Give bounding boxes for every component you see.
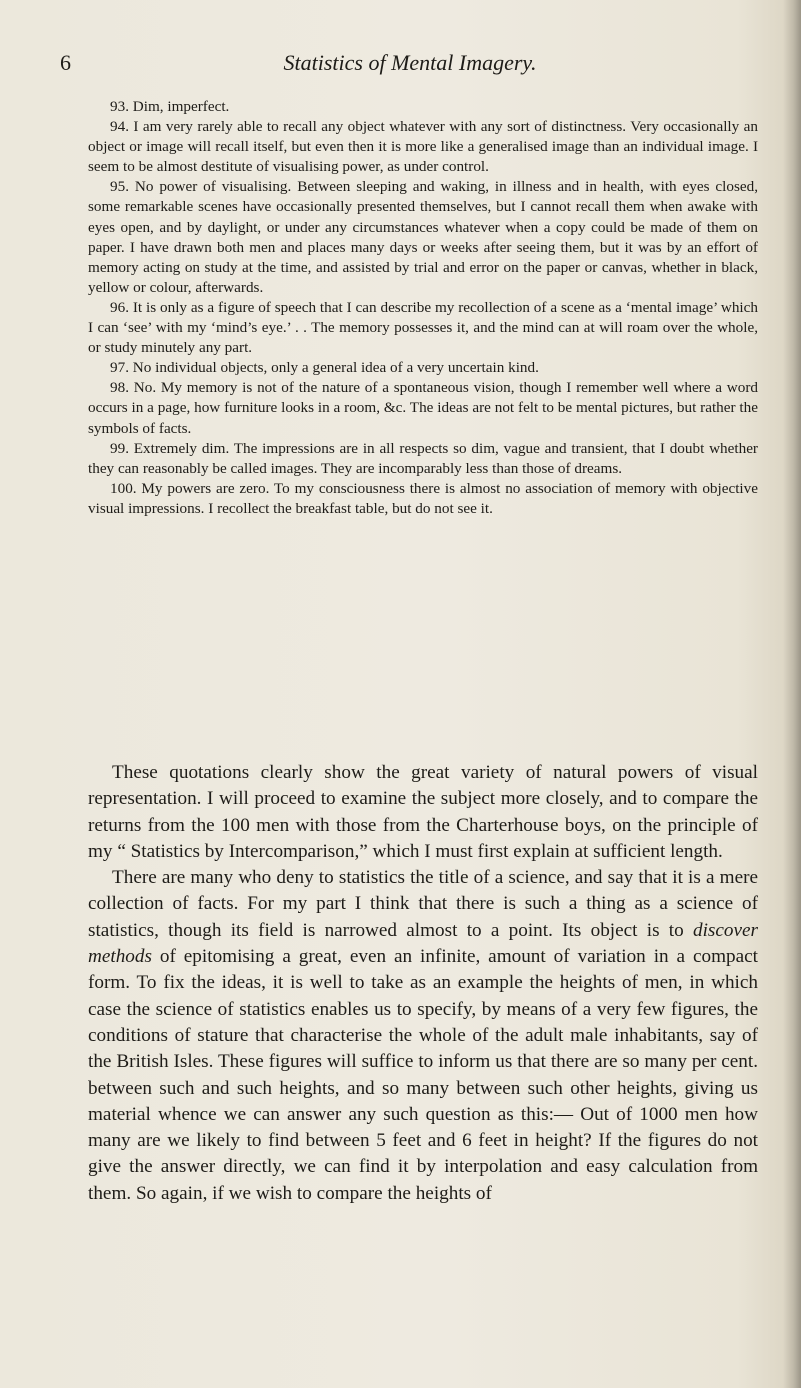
italic-discover-methods: discover methods bbox=[88, 919, 758, 968]
main-text bbox=[88, 760, 758, 1207]
answer-96: 96. It is only as a figure of speech that I can describe my recollection of a scene as a ‘mental image’ which I can ‘see’ with my ‘mind’s eye.’ . . The memory possesses it, and the mind can at will roam over the whole, or study minutely any part. bbox=[88, 298, 758, 357]
answer-95: 95. No power of visualising. Between sleeping and waking, in illness and in health, with eyes closed, some remarkable scenes have occasionally presented themselves, but I cannot recall them when awake with eyes open, and by daylight, or under any circumstances whatever when a copy could be made of them on paper. I have drawn both men and places many days or weeks after seeing them, but it was by an effort of memory acting on study at the time, and assisted by trial and error on the paper or canvas, whether in black, yellow or colour, afterwards. bbox=[88, 178, 758, 296]
answer-97: 97. No individual objects, only a general idea of a very uncertain kind. bbox=[110, 359, 539, 377]
answer-93: 93. Dim, imperfect. bbox=[110, 98, 230, 115]
answer-98: 98. No. My memory is not of the nature of a spontaneous vision, though I remember well where a word occurs in a page, how furniture looks in a room, &c. The ideas are not felt to be mental pictures, but rather the symbols of facts. bbox=[88, 379, 758, 437]
paragraph-science-of-statistics bbox=[88, 865, 758, 1207]
paragraph-quotations: These quotations clearly show the great variety of natural powers of visual representation. I will proceed to examine the subject more closely, and to compare the returns from the 100 men with those from the Charterhouse boys, on the principle of my “ Statistics by Intercomparison,” which I must first explain at sufficient length. bbox=[88, 762, 758, 862]
quoted-answers bbox=[88, 97, 758, 519]
page-header bbox=[60, 50, 760, 80]
page-edge-shadow bbox=[783, 0, 801, 1388]
answer-100: 100. My powers are zero. To my consciousness there is almost no association of memory with objective visual impressions. I recollect the breakfast table, but do not see it. bbox=[88, 479, 758, 517]
paragraph-2-text-end: of epitomising a great, even an infinite, amount of variation in a compact form. To fix the ideas, it is well to take as an example the heights of men, in which case the science of statistics enables us to specify, by means of a very few figures, the conditions of stature that characterise the whole of the adult male inhabitants, say of the British Isles. These figures will suffice to inform us that there are so many per cent. between such and such heights, and so many between such other heights, giving us material whence we can answer any such question as this:— Out of 1000 men how many are we likely to find between 5 feet and 6 feet in height? If the figures do not give the answer directly, we can find it by interpolation and easy calculation from them. So again, if we wish to compare the heights of bbox=[88, 946, 758, 1204]
answer-94: 94. I am very rarely able to recall any object whatever with any sort of distinctness. Very occasionally an object or image will recall itself, but even then it is more like a generalised image than an individual image. I seem to be almost destitute of visualising power, as under control. bbox=[88, 118, 758, 176]
running-title: Statistics of Mental Imagery. bbox=[283, 50, 537, 75]
page-number: 6 bbox=[60, 50, 71, 75]
paragraph-2-text-start: There are many who deny to statistics the title of a science, and say that it is a mere collection of facts. For my part I think that there is such a thing as a science of statistics, though its field is narrowed almost to a point. Its object is to bbox=[88, 867, 758, 941]
answer-99: 99. Extremely dim. The impressions are in all respects so dim, vague and transient, that I doubt whether they can reasonably be called images. They are incomparably less than those of dreams. bbox=[88, 439, 758, 477]
